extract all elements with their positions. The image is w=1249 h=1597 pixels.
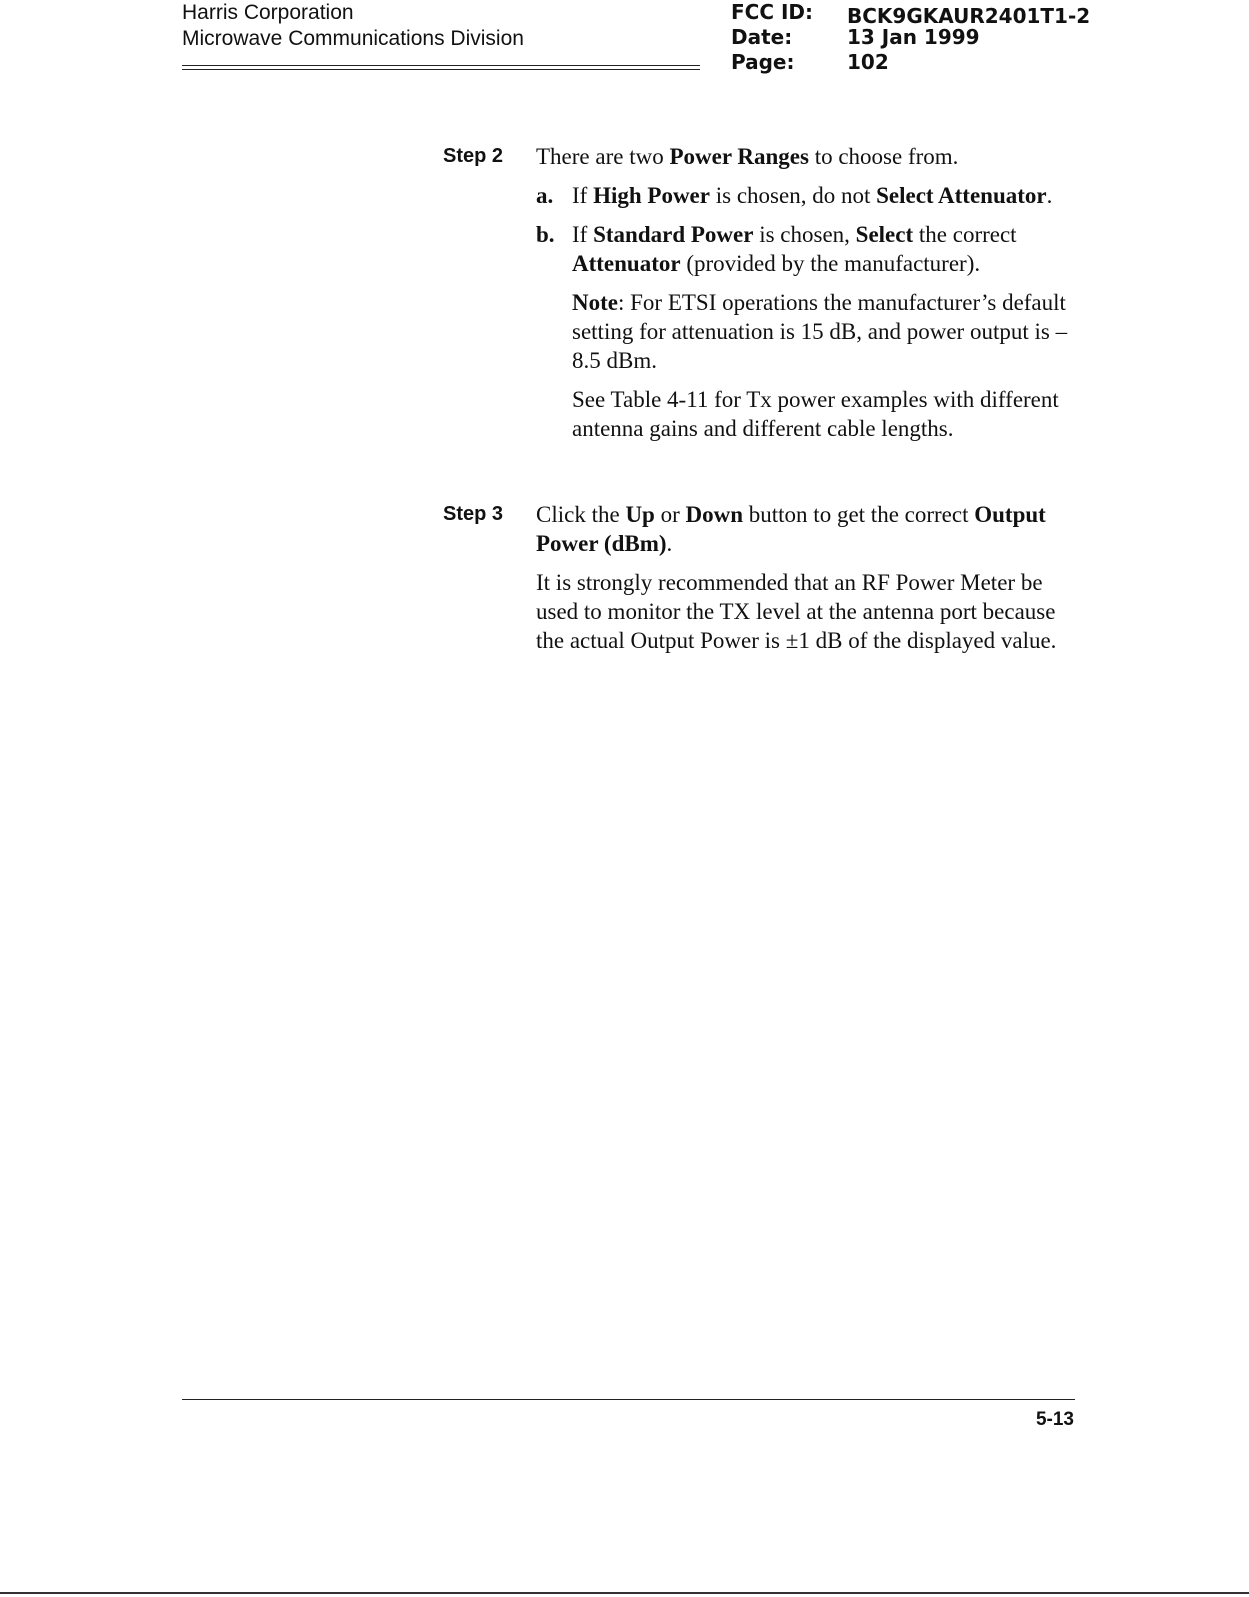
company-name: Harris Corporation [182, 1, 354, 24]
power-meter-recommendation: It is strongly recommended that an RF Power Meter be used to monitor the TX level at the antenna port because the actual Output Power is ±1 dB of the displayed value. [536, 570, 1057, 653]
date-value: 13 Jan 1999 [847, 25, 980, 49]
date-label: Date: [731, 25, 793, 49]
footer-rule [182, 1399, 1075, 1400]
division-name: Microwave Communications Division [182, 27, 524, 50]
step-2-intro: There are two Power Ranges to choose from. [536, 144, 959, 169]
step-2-label: Step 2 [443, 145, 504, 167]
company-block [182, 0, 524, 52]
step-3-label: Step 3 [443, 503, 504, 525]
fcc-id-value: BCK9GKAUR2401T1-2 [847, 4, 1091, 28]
step-3-body [536, 500, 1076, 665]
header-rule-bottom [182, 69, 700, 70]
header-rule-top [182, 65, 700, 66]
page-bottom-edge [0, 1592, 1249, 1594]
option-b-marker: b. [536, 222, 555, 247]
fcc-stamp [731, 0, 1090, 75]
table-reference: See Table 4-11 for Tx power examples with different antenna gains and different cable lengths. [572, 387, 1059, 441]
fcc-id-label: FCC ID: [731, 0, 814, 24]
step-2-body [536, 142, 1076, 453]
page-label: Page: [731, 50, 795, 74]
page-number: 5-13 [1035, 1409, 1074, 1430]
option-a: a. If High Power is chosen, do not Select Attenuator. [536, 183, 1053, 208]
step-3-intro: Click the Up or Down button to get the correct Output Power (dBm). [536, 502, 1046, 556]
page-value: 102 [847, 50, 889, 74]
etsi-note: Note: For ETSI operations the manufacturer’s default setting for attenuation is 15 dB, and power output is –8.5 dBm. [572, 290, 1068, 373]
option-a-marker: a. [536, 183, 554, 208]
option-b: b. If Standard Power is chosen, Select the correct Attenuator (provided by the manufacturer). [536, 222, 1017, 276]
